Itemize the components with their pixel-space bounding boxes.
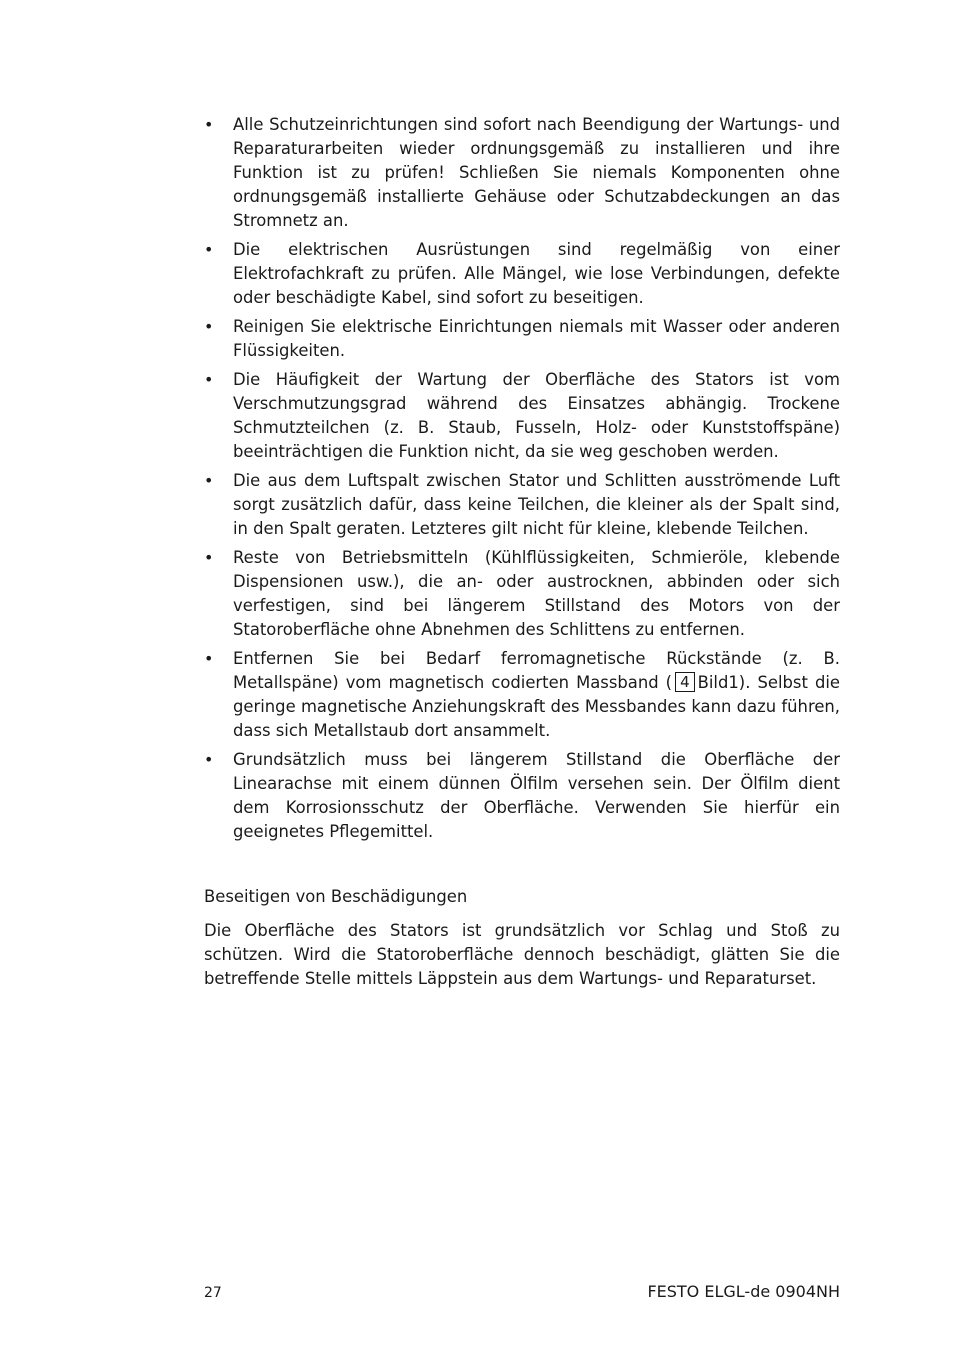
bullet-text: Reste von Betriebsmitteln (Kühlflüssigkeiten, Schmieröle, klebende Dispensionen usw.), die an- oder austrocknen, abbinden oder sich verfestigen, sind bei längerem Stillstand des Motors von der Statoroberfläche ohne Abnehmen des Schlittens zu entfernen. <box>233 548 840 639</box>
bullet-text-with-reference <box>233 647 840 743</box>
list-item <box>204 647 840 743</box>
bullet-marker: • <box>204 240 214 259</box>
section-body-paragraph: Die Oberfläche des Stators ist grundsätzlich vor Schlag und Stoß zu schützen. Wird die Statoroberfläche dennoch beschädigt, glätten Sie die betreffende Stelle mittels Läppstein aus dem Wartungs- und Reparaturset. <box>204 921 840 988</box>
bullet-text-before-reference: Entfernen Sie bei Bedarf ferromagnetische Rückstände (z. B. Metallspäne) vom magnetisch codierten Massband ( <box>233 649 840 692</box>
bullet-marker: • <box>204 649 214 668</box>
maintenance-bullet-list <box>204 113 840 844</box>
list-item <box>204 113 840 233</box>
bullet-marker: • <box>204 370 214 389</box>
bullet-text: Grundsätzlich muss bei längerem Stillstand die Oberfläche der Linearachse mit einem dünnen Ölfilm versehen sein. Der Ölfilm dient dem Korrosionsschutz der Oberfläche. Verwenden Sie hierfür ein geeignetes Pflegemittel. <box>233 750 840 841</box>
bullet-text: Reinigen Sie elektrische Einrichtungen niemals mit Wasser oder anderen Flüssigkeiten. <box>233 317 840 360</box>
bullet-text: Alle Schutzeinrichtungen sind sofort nach Beendigung der Wartungs- und Reparaturarbeiten wieder ordnungsgemäß zu installieren und ihre Funktion ist zu prüfen! Schließen Sie niemals Komponenten ohne ordnungsgemäß installierte Gehäuse oder Schutzabdeckungen an das Stromnetz an. <box>233 115 840 230</box>
list-item <box>204 315 840 363</box>
list-item <box>204 748 840 844</box>
page-content <box>204 113 840 991</box>
bullet-marker: • <box>204 750 214 769</box>
bullet-marker: • <box>204 548 214 567</box>
footer-page-number: 27 <box>204 1285 222 1301</box>
section-heading: Beseitigen von Beschädigungen <box>204 887 468 906</box>
list-item <box>204 368 840 464</box>
bullet-text: Die aus dem Luftspalt zwischen Stator und Schlitten ausströmende Luft sorgt zusätzlich dafür, dass keine Teilchen, die kleiner als der Spalt sind, in den Spalt geraten. Letzteres gilt nicht für kleine, klebende Teilchen. <box>233 471 840 538</box>
list-item <box>204 238 840 310</box>
bullet-marker: • <box>204 115 214 134</box>
list-item <box>204 469 840 541</box>
bullet-text-after-reference: Bild1). Selbst die geringe magnetische Anziehungskraft des Messbandes kann dazu führen, dass sich Metallstaub dort ansammelt. <box>233 673 840 740</box>
footer-document-id: FESTO ELGL-de 0904NH <box>647 1282 840 1301</box>
list-item <box>204 546 840 642</box>
bullet-text: Die Häufigkeit der Wartung der Oberfläche des Stators ist vom Verschmutzungsgrad während des Einsatzes abhängig. Trockene Schmutzteilchen (z. B. Staub, Fusseln, Holz- oder Kunststoffspäne) beeinträchtigen die Funktion nicht, da sie weg geschoben werden. <box>233 370 840 461</box>
figure-reference-box: 4 <box>675 672 695 692</box>
bullet-text: Die elektrischen Ausrüstungen sind regelmäßig von einer Elektrofachkraft zu prüfen. Alle Mängel, wie lose Verbindungen, defekte oder beschädigte Kabel, sind sofort zu beseitigen. <box>233 240 840 307</box>
bullet-marker: • <box>204 317 214 336</box>
bullet-marker: • <box>204 471 214 490</box>
